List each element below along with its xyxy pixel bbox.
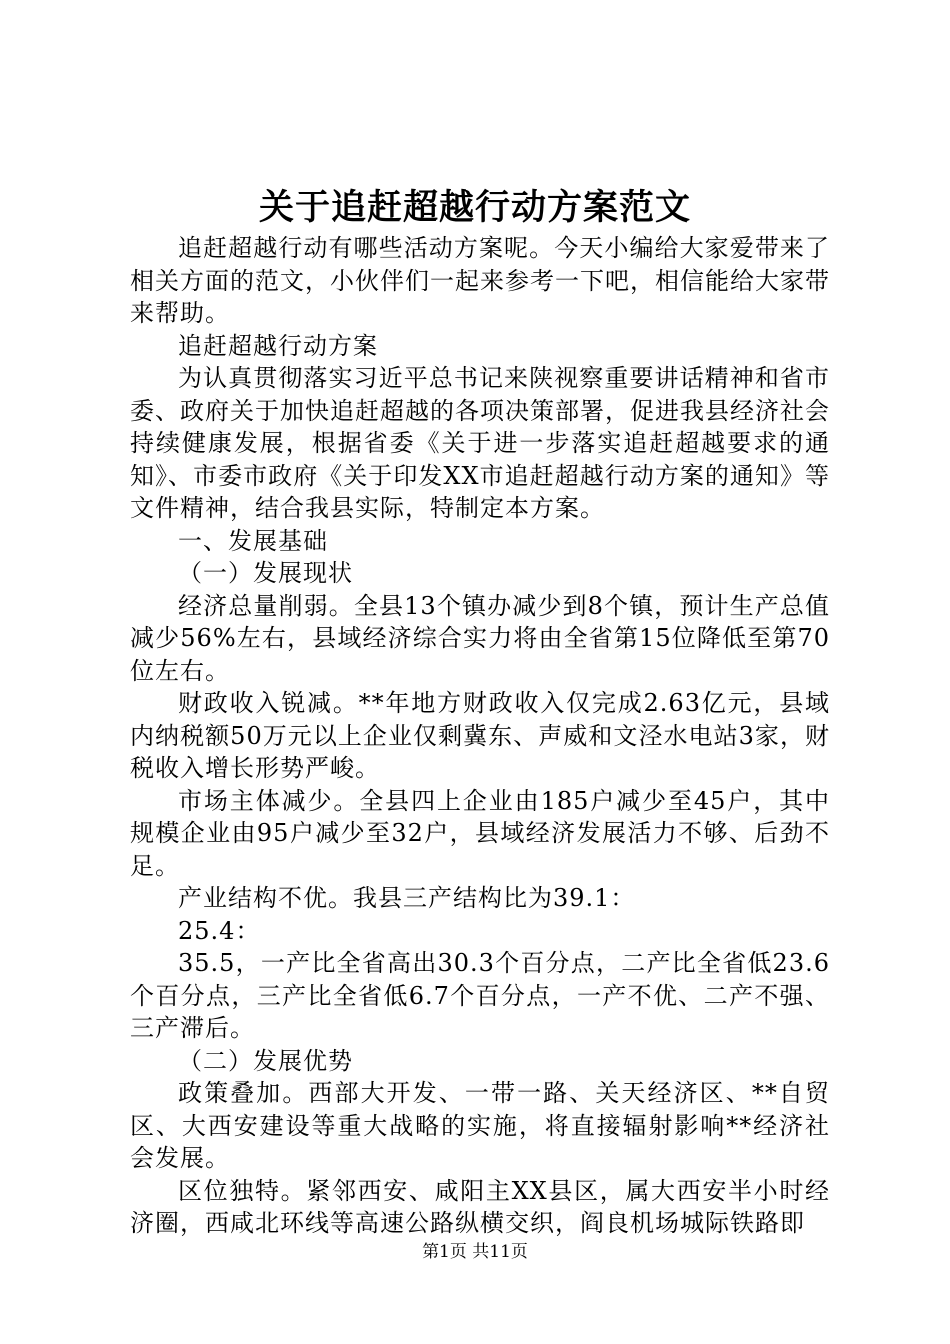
paragraph: 25.4：: [178, 916, 261, 945]
paragraph: 市场主体减少。全县四上企业由185户减少至45户，其中规模企业由95户减少至32户，县域经济发展活力不够、后劲不足。: [130, 786, 830, 880]
paragraph: 财政收入锐减。**年地方财政收入仅完成2.63亿元，县域内纳税额50万元以上企业仅剩冀东、声威和文泾水电站3家，财税收入增长形势严峻。: [130, 689, 830, 782]
document-title: 关于追赶超越行动方案范文: [258, 187, 691, 228]
page-footer: 第1页 共11页: [422, 1242, 528, 1262]
section-heading: 追赶超越行动方案: [178, 331, 378, 360]
document-body: [130, 232, 830, 1240]
paragraph: 产业结构不优。我县三产结构比为39.1：: [178, 884, 636, 912]
paragraph: 经济总量削弱。全县13个镇办减少到8个镇，预计生产总值减少56%左右，县域经济综合实力将由全省第15位降低至第70位左右。: [130, 591, 830, 685]
paragraph: 追赶超越行动有哪些活动方案呢。今天小编给大家爱带来了相关方面的范文，小伙伴们一起来参考一下吧，相信能给大家带来帮助。: [130, 234, 830, 327]
paragraph: 政策叠加。西部大开发、一带一路、关天经济区、**自贸区、大西安建设等重大战略的实施，将直接辐射影响**经济社会发展。: [130, 1079, 830, 1172]
paragraph: 为认真贯彻落实习近平总书记来陕视察重要讲话精神和省市委、政府关于加快追赶超越的各项决策部署，促进我县经济社会持续健康发展，根据省委《关于进一步落实追赶超越要求的通知》、市委市政府《关于印发XX市追赶超越行动方案的通知》等文件精神，结合我县实际，特制定本方案。: [130, 364, 830, 522]
paragraph: 区位独特。紧邻西安、咸阳主XX县区，属大西安半小时经济圈，西咸北环线等高速公路纵横交织，阎良机场城际铁路即: [130, 1176, 830, 1237]
subsection-heading: （二）发展优势: [178, 1046, 353, 1075]
section-heading: 一、发展基础: [178, 526, 328, 555]
subsection-heading: （一）发展现状: [178, 559, 353, 587]
paragraph: 35.5，一产比全省高出30.3个百分点，二产比全省低23.6个百分点，三产比全省低6.7个百分点，一产不优、二产不强、三产滞后。: [130, 949, 830, 1042]
